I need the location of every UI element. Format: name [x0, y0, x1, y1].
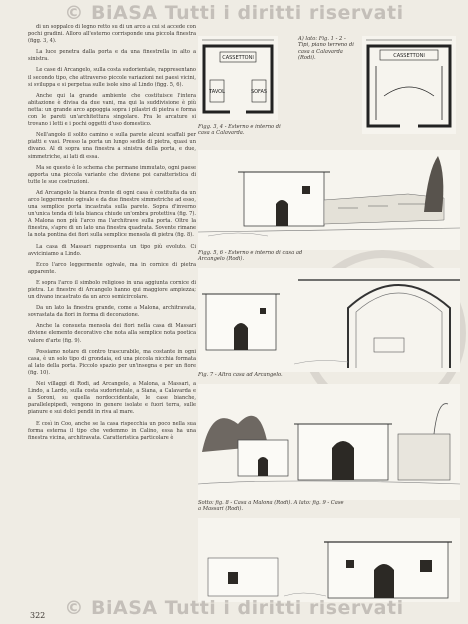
plan-label-cassettoni-right: CASSETTONI [393, 53, 425, 59]
paragraph: Ecco l'arco leggermente ogivale, ma in cornice di pietra apparente. [28, 261, 196, 275]
paragraph: E così in Coo, anche se la casa rispecchia un poco nella sua forma esterna il tipo che vedemmo in Calino, essa ha una finestra vicina, architravata. Caratteristica particolare è [28, 420, 196, 441]
paragraph: Le case di Arcangelo, sulla costa sudorientale, rappresentano il secondo tipo, che attraverso piccole variazioni nei paesi vicini, si sviluppa e si perpetua sulle isole sino al Lindo (figg. 5, 6). [28, 67, 196, 88]
paragraph: di un soppalco di legno retto su di un arco a cui si accede con pochi gradini. Alloro all'esterno corrisponde una piccola finestra (figg. 3, 4). [28, 24, 196, 45]
sketch-arcangelo-street [198, 384, 460, 500]
caption-fig8-9: Sotto: fig. 8 - Casa a Malona (Rodi). A lato: fig. 9 - Case a Massari (Rodi). [198, 500, 344, 513]
body-text-column [28, 24, 196, 446]
sketch-malona-massari [198, 518, 460, 602]
plan-label-a: TAVOL [209, 89, 225, 95]
paragraph: Nell'angolo il solito camino e sulla parete alcuni scaffali per piatti e vasi. Presso la porta un lungo sedile di pietra, quasi un divano. Al di sopra una finestra a sinistra della porta, e due, simmetriche, ai lati di essa. [28, 132, 196, 160]
caption-fig1-2: A) lato: Fig. 1 - 2 - Tipi, piano terreno di casa a Calavarda (Rodi). [298, 36, 354, 62]
page-number: 322 [30, 611, 46, 620]
caption-fig7: Fig. 7 - Altra casa ad Arcangelo. [198, 372, 283, 378]
sketch-house-calavarda [198, 150, 460, 250]
floor-plan-left [198, 36, 278, 120]
watermark-top: © BiASA Tutti i diritti riservati [64, 2, 404, 24]
paragraph: La casa di Massari rappresenta un tipo più evoluto. Ci avviciniamo a Lindo. [28, 243, 196, 257]
paragraph: Ad Arcangelo la bianca fronte di ogni casa è costituita da un arco leggermente ogivale e da due finestre simmetriche ad esso, una semplice porta incastrata sulla parete. Sopra d'inverno un'unica tenda di tela bianca chiude un'ombra protettiva (fig. 7). A Malona non più l'arco ma l'architrave sulla porta. Oltre la finestra, s'apre di un lato una finestra quadrata. Sovente rimane la nota pontina dei fiori sulla semplice mensola di pietra (fig. 8). [28, 189, 196, 239]
paragraph: La luce penetra dalla porta e da una finestrella in alto a sinistra. [28, 49, 196, 63]
watermark-bottom: © BiASA Tutti i diritti riservati [64, 597, 404, 619]
caption-fig5-6: Figg. 5, 6 - Esterno e interno di casa ad Arcangelo (Rodi). [198, 250, 303, 263]
floor-plan-right [362, 36, 456, 134]
paragraph: Anche qui la grande ambiente che costituisce l'intera abitazione è divisa da due vani, ma qui la suddivisione è più netta: un grande arco appoggia sopra i pilastri di pietra e forma con le pareti un'architettura singolare. Fra le arcature si trovano i letti e i pochi oggetti d'uso domestico. [28, 92, 196, 128]
paragraph: E sopra l'arco il simbolo religioso in una aggiunta cornice di pietra. Le finestre di Arcangelo hanno qui maggiore ampiezza; un divano incastrato da un arco semicircolare. [28, 279, 196, 301]
plan-label-b: SOFAS [250, 89, 268, 95]
plan-label-cassettoni: CASSETTONI [222, 55, 254, 61]
paragraph: Ma se questo è lo schema che permane immutato, ogni paese apporta una piccola variante che diviene poi caratteristica di tutte le sue costruzioni. [28, 164, 196, 185]
paragraph: Possiamo notare di contro trascurabile, ma costante in ogni casa, è un solo tipo di grondaia, ed una piccola nicchia formata al lato della porta. Piccolo spazio per un'insegna e per un fiore (fig. 10). [28, 348, 196, 376]
caption-fig3-4: Figg. 3, 4 - Esterno e interno di casa a Calavarda. [198, 124, 281, 137]
paragraph: Nei villaggi di Rodi, ad Arcangelo, a Malona, a Massari, a Lindo, a Lardo, sulla costa sudorientale, a Siana, a Calavarda e a Soroni, su quella nordoccidentale, le case bianche, parallelepipedi, vengono in genere isolate e fuori terra, sulle pianure e sui dolci pendii in riva al mare. [28, 381, 196, 416]
sketch-arcangelo-interior [198, 268, 460, 372]
paragraph: Da un lato la finestra grande, come a Malona, architravata, sovrastata da fiori in forma di decorazione. [28, 305, 196, 319]
paragraph: Anche la consueta mensola dei fiori nella casa di Massari diviene elemento decorativo che nota alla semplice nota poetica valore d'arte (fig. 9). [28, 323, 196, 344]
